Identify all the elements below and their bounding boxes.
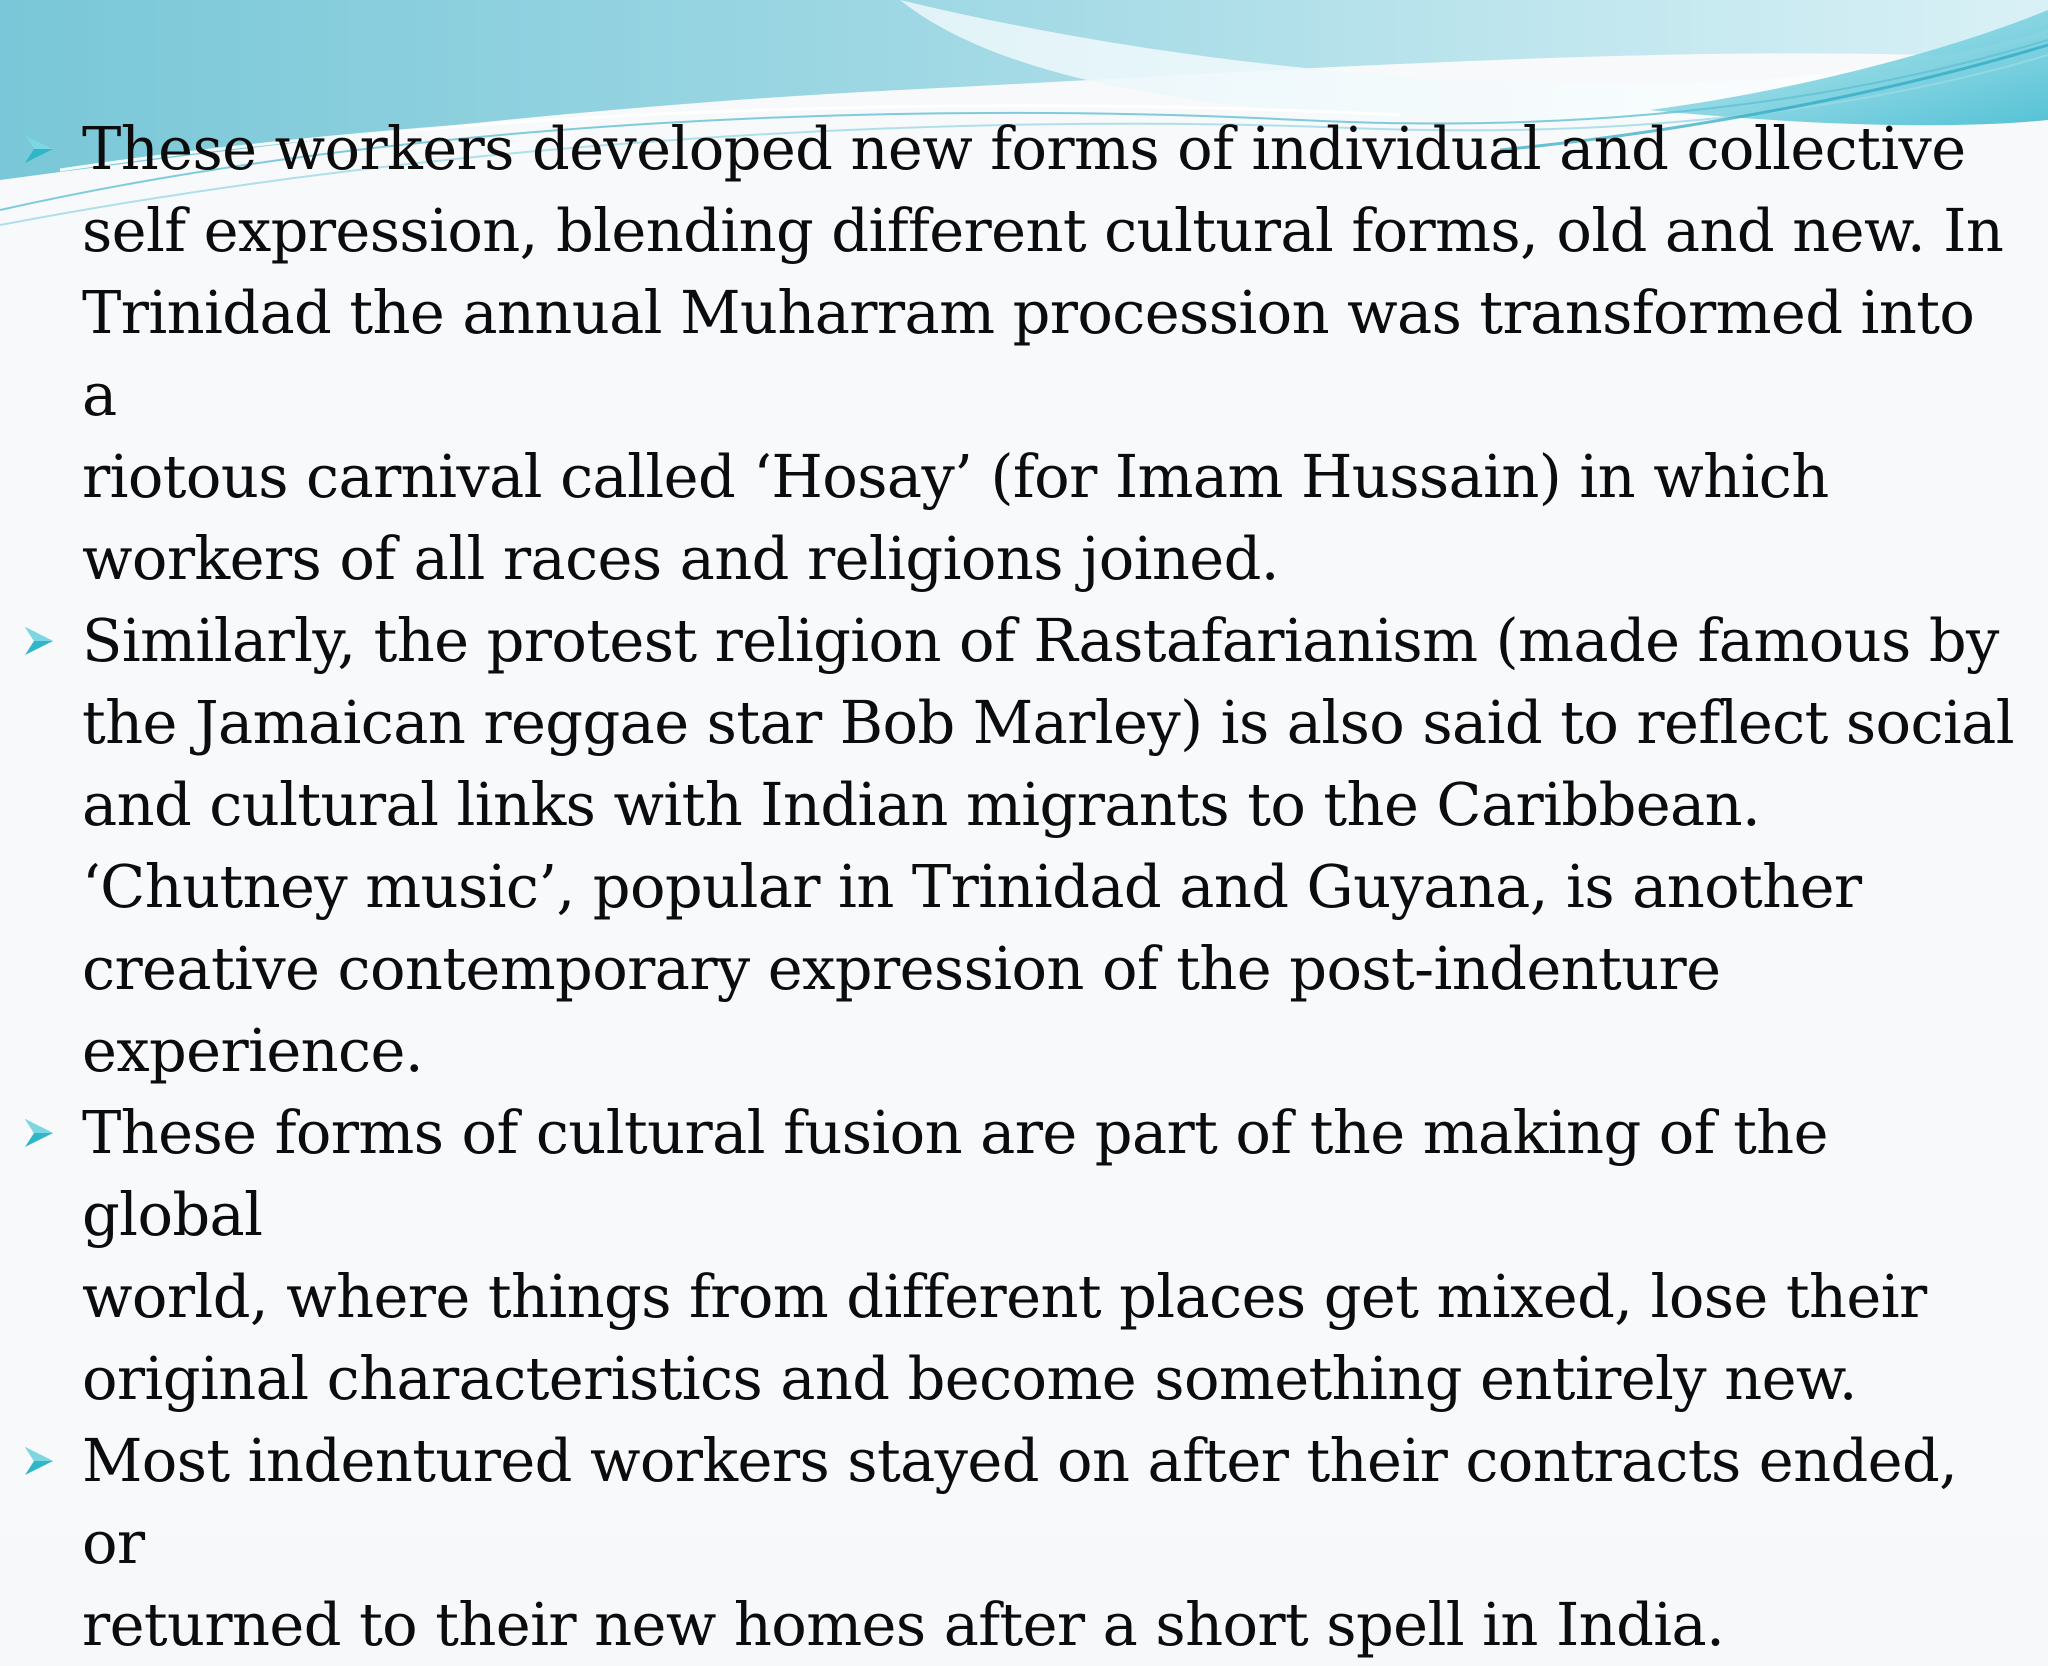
bullet-item-1 — [22, 108, 2022, 600]
bullet-text: Similarly, the protest religion of Rastafarianism (made famous by the Jamaican reggae star Bob Marley) is also said to reflect social and cultural links with Indian migrants to the Caribbean. ‘Chutney music’, popular in Trinidad and Guyana, is another creative contemporary expression of the post-indenture experience. — [82, 606, 2015, 1085]
bullet-item-4 — [22, 1420, 2022, 1666]
bullet-item-2 — [22, 600, 2022, 1092]
bullet-text: Most indentured workers stayed on after their contracts ended, or returned to their new homes after a short spell in India. — [82, 1426, 1958, 1659]
bullet-text: These forms of cultural fusion are part of the making of the global world, where things from different places get mixed, lose their original characteristics and become something entirely new. — [82, 1098, 1927, 1413]
bullet-item-3 — [22, 1092, 2022, 1420]
arrow-bullet-icon — [22, 108, 82, 190]
arrow-bullet-icon — [22, 1092, 82, 1174]
bullet-list — [22, 108, 2022, 1666]
arrow-bullet-icon — [22, 600, 82, 682]
arrow-bullet-icon — [22, 1420, 82, 1502]
bullet-text: These workers developed new forms of individual and collective self expression, blending different cultural forms, old and new. In Trinidad the annual Muharram procession was transformed into a riotous carnival called ‘Hosay’ (for Imam Hussain) in which workers of all races and religions joined. — [82, 114, 2004, 593]
